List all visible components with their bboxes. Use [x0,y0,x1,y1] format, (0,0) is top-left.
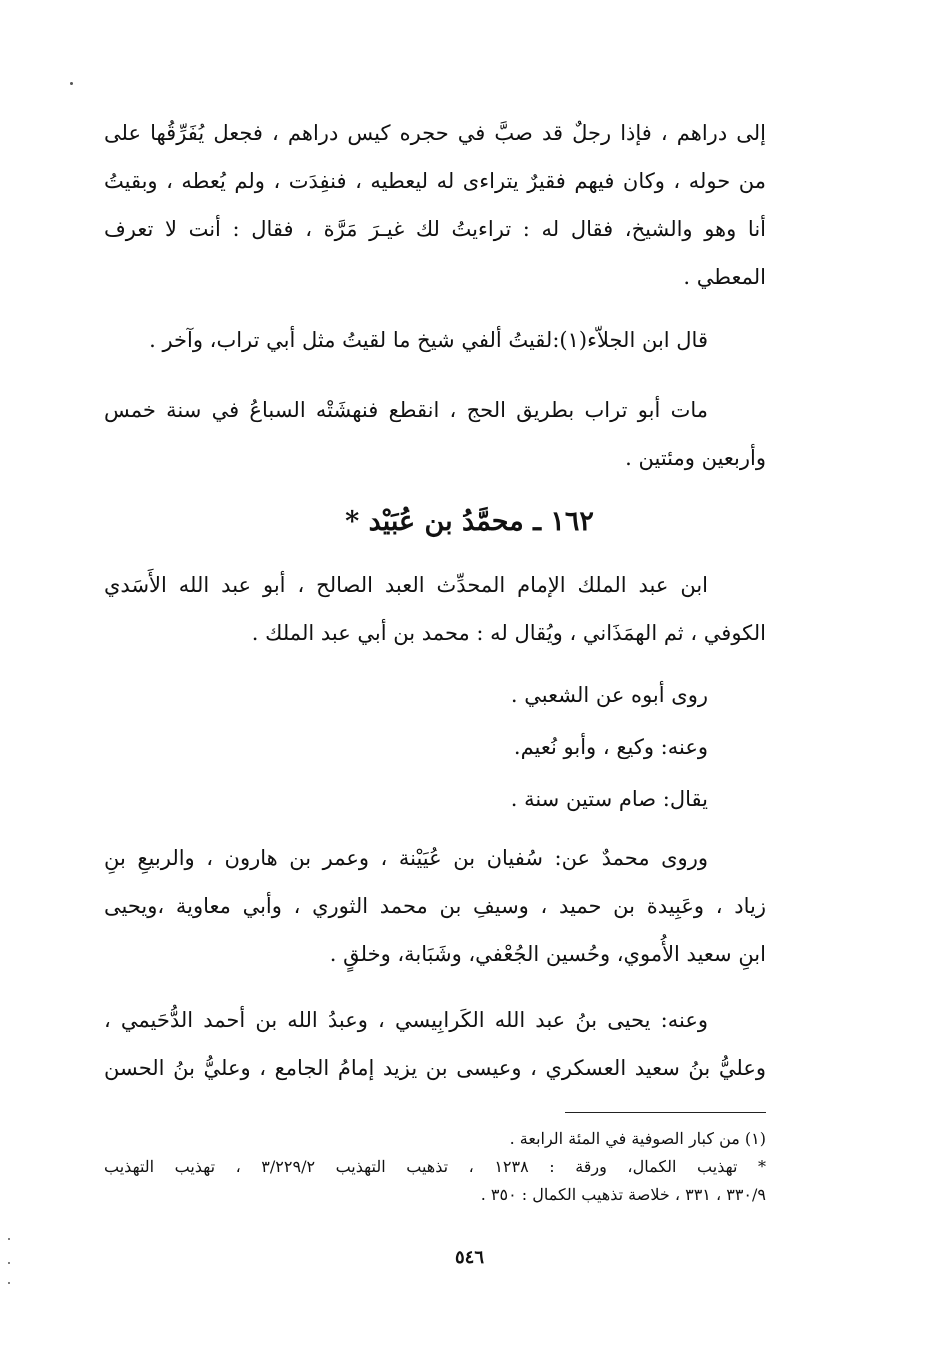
text-line: ابن عبد الملك الإمام المحدِّث العبد الصالح ، أبو عبد الله الأَسَدي [104,573,708,597]
text-line: روى أبوه عن الشعبي . [510,683,708,707]
text-line: يقال: صام ستين سنة . [510,787,708,811]
paragraph-7 [104,775,766,823]
scan-speck [70,82,73,85]
paragraph-1 [104,109,766,301]
footnote-source-1: * تهذيب الكمال، ورقة : ١٢٣٨ ، تذهيب التهذيب ٣/٢٢٩/٢ ، تهذيب التهذيب [104,1157,766,1176]
footnote-source-2: ٣٣٠/٩ ، ٣٣١ ، خلاصة تذهيب الكمال : ٣٥٠ . [480,1185,766,1204]
text-line: وعليُّ بنُ سعيد العسكري ، وعيسى بن يزيد إمامُ الجامع ، وعليُّ بنُ الحسن [104,1056,766,1080]
text-line: الكوفي ، ثم الهمَذَاني ، ويُقال له : محمد بن أبي عبد الملك . [251,621,766,645]
text-line: وعنه: وكيع ، وأبو نُعيم. [513,735,708,759]
text-line: وعنه: يحيى بنُ عبد الله الكَرابِيسي ، وعبدُ الله بن أحمد الدُّحَيمي ، [104,1008,708,1032]
text-line: قال ابن الجلاّء(١):لقيتُ ألفي شيخ ما لقيتُ مثل أبي تراب، وآخر . [149,328,708,352]
footnote-divider [565,1112,766,1113]
text-line: من حوله ، وكان فيهم فقيرٌ يتراءى له ليعطيه ، فنفِدَت ، ولم يُعطه ، وبقيتُ [104,169,766,193]
scan-speck [8,1238,10,1240]
text-line: ابنِ سعيد الأُموي، وحُسين الجُعْفي، وشَبَابة، وخلقٍ . [329,942,766,966]
paragraph-3 [104,386,766,482]
text-line: أنا وهو والشيخ، فقال له : تراءيتُ لك غيـرَ مَرَّة ، فقال : أنت لا تعرف [104,217,766,241]
paragraph-2 [104,316,766,364]
entry-heading: ١٦٢ ـ محمَّدُ بن عُبَيْد * [345,506,594,537]
text-line: المعطي . [683,265,766,289]
text-line: مات أبو تراب بطريق الحج ، انقطع فنهشَتْه السباعُ في سنة خمس [104,398,708,422]
scan-speck [8,1282,10,1284]
scan-speck [8,1262,10,1264]
text-line: إلى دراهم ، فإذا رجلٌ قد صبَّ في حجره كيس دراهم ، فجعل يُفَرِّقُها على [104,121,766,145]
paragraph-9 [104,996,766,1092]
text-line: وروى محمدٌ عن: سُفيان بن عُيَيْنة ، وعمر بن هارون ، والربيعِ بنِ [104,846,708,870]
paragraph-6 [104,723,766,771]
text-line: وأربعين ومئتين . [625,446,766,470]
paragraph-4 [104,561,766,657]
page-number: ٥٤٦ [454,1247,484,1268]
footnote-1: (١) من كبار الصوفية في المئة الرابعة . [509,1129,766,1148]
paragraph-8 [104,834,766,978]
text-line: زياد ، وعَبِيدة بن حميد ، وسيفِ بن محمد الثوري ، وأبي معاوية ،ويحيى [104,894,766,918]
paragraph-5 [104,671,766,719]
